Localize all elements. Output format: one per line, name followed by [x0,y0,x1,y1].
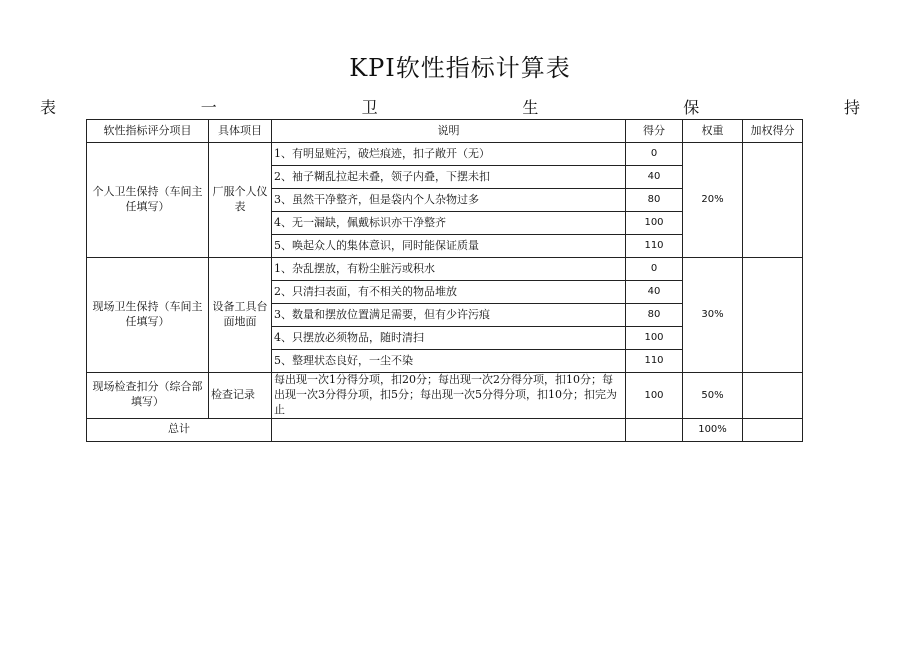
subtitle-char: 保 [683,98,700,117]
total-weighted-score-cell[interactable] [743,418,803,441]
description-cell: 4、无一漏缺，佩戴标识亦干净整齐 [272,212,626,235]
total-label: 总计 [87,418,272,441]
description-cell: 2、袖子糊乱拉起未叠，领子内叠，下摆未扣 [272,166,626,189]
header-indicator: 软性指标评分项目 [87,120,209,143]
header-score: 得分 [626,120,683,143]
weight-cell: 50% [683,373,743,419]
description-cell: 4、只摆放必须物品，随时清扫 [272,327,626,350]
weighted-score-cell[interactable] [743,373,803,419]
score-cell: 80 [626,304,683,327]
page-title: KPI软性指标计算表 [349,54,571,82]
weighted-score-cell[interactable] [743,143,803,258]
description-cell: 每出现一次1分得分项，扣20分；每出现一次2分得分项，扣10分；每出现一次3分得分项，扣5分；每出现一次5分得分项，扣10分；扣完为止 [272,373,626,419]
table-row [87,373,803,419]
indicator-cell: 现场卫生保持（车间主任填写） [87,258,209,373]
specific-item-cell: 检查记录 [209,373,272,419]
weighted-score-cell[interactable] [743,258,803,373]
table-row [87,258,803,281]
subtitle-char: 一 [200,98,217,117]
header-specific-item: 具体项目 [209,120,272,143]
score-cell: 100 [626,373,683,419]
weight-cell: 20% [683,143,743,258]
score-cell: 100 [626,212,683,235]
indicator-cell: 个人卫生保持（车间主任填写） [87,143,209,258]
table-row [87,143,803,166]
score-cell: 110 [626,350,683,373]
header-weight: 权重 [683,120,743,143]
description-cell: 1、杂乱摆放，有粉尘脏污或积水 [272,258,626,281]
subtitle-char: 卫 [361,98,378,117]
kpi-table [86,119,803,442]
score-cell: 80 [626,189,683,212]
subtitle-char: 持 [843,98,860,117]
table-subtitle [40,95,860,118]
header-description: 说明 [272,120,626,143]
description-cell: 5、唤起众人的集体意识，同时能保证质量 [272,235,626,258]
description-cell: 2、只清扫表面，有不相关的物品堆放 [272,281,626,304]
specific-item-cell: 设备工具台面地面 [209,258,272,373]
score-cell: 110 [626,235,683,258]
weight-cell: 30% [683,258,743,373]
table-header-row [87,120,803,143]
header-weighted-score: 加权得分 [743,120,803,143]
score-cell: 100 [626,327,683,350]
specific-item-cell: 厂服个人仪表 [209,143,272,258]
total-weight-cell: 100% [683,418,743,441]
total-description-cell [272,418,626,441]
description-cell: 5、整理状态良好，一尘不染 [272,350,626,373]
total-row [87,418,803,441]
score-cell: 40 [626,166,683,189]
score-cell: 0 [626,143,683,166]
description-cell: 3、数量和摆放位置满足需要，但有少许污痕 [272,304,626,327]
indicator-cell: 现场检查扣分（综合部填写） [87,373,209,419]
subtitle-char: 表 [40,98,57,117]
description-cell: 1、有明显赃污，破烂痕迹，扣子敞开（无） [272,143,626,166]
description-cell: 3、虽然干净整齐，但是袋内个人杂物过多 [272,189,626,212]
subtitle-char: 生 [522,98,539,117]
total-score-cell[interactable] [626,418,683,441]
score-cell: 0 [626,258,683,281]
score-cell: 40 [626,281,683,304]
